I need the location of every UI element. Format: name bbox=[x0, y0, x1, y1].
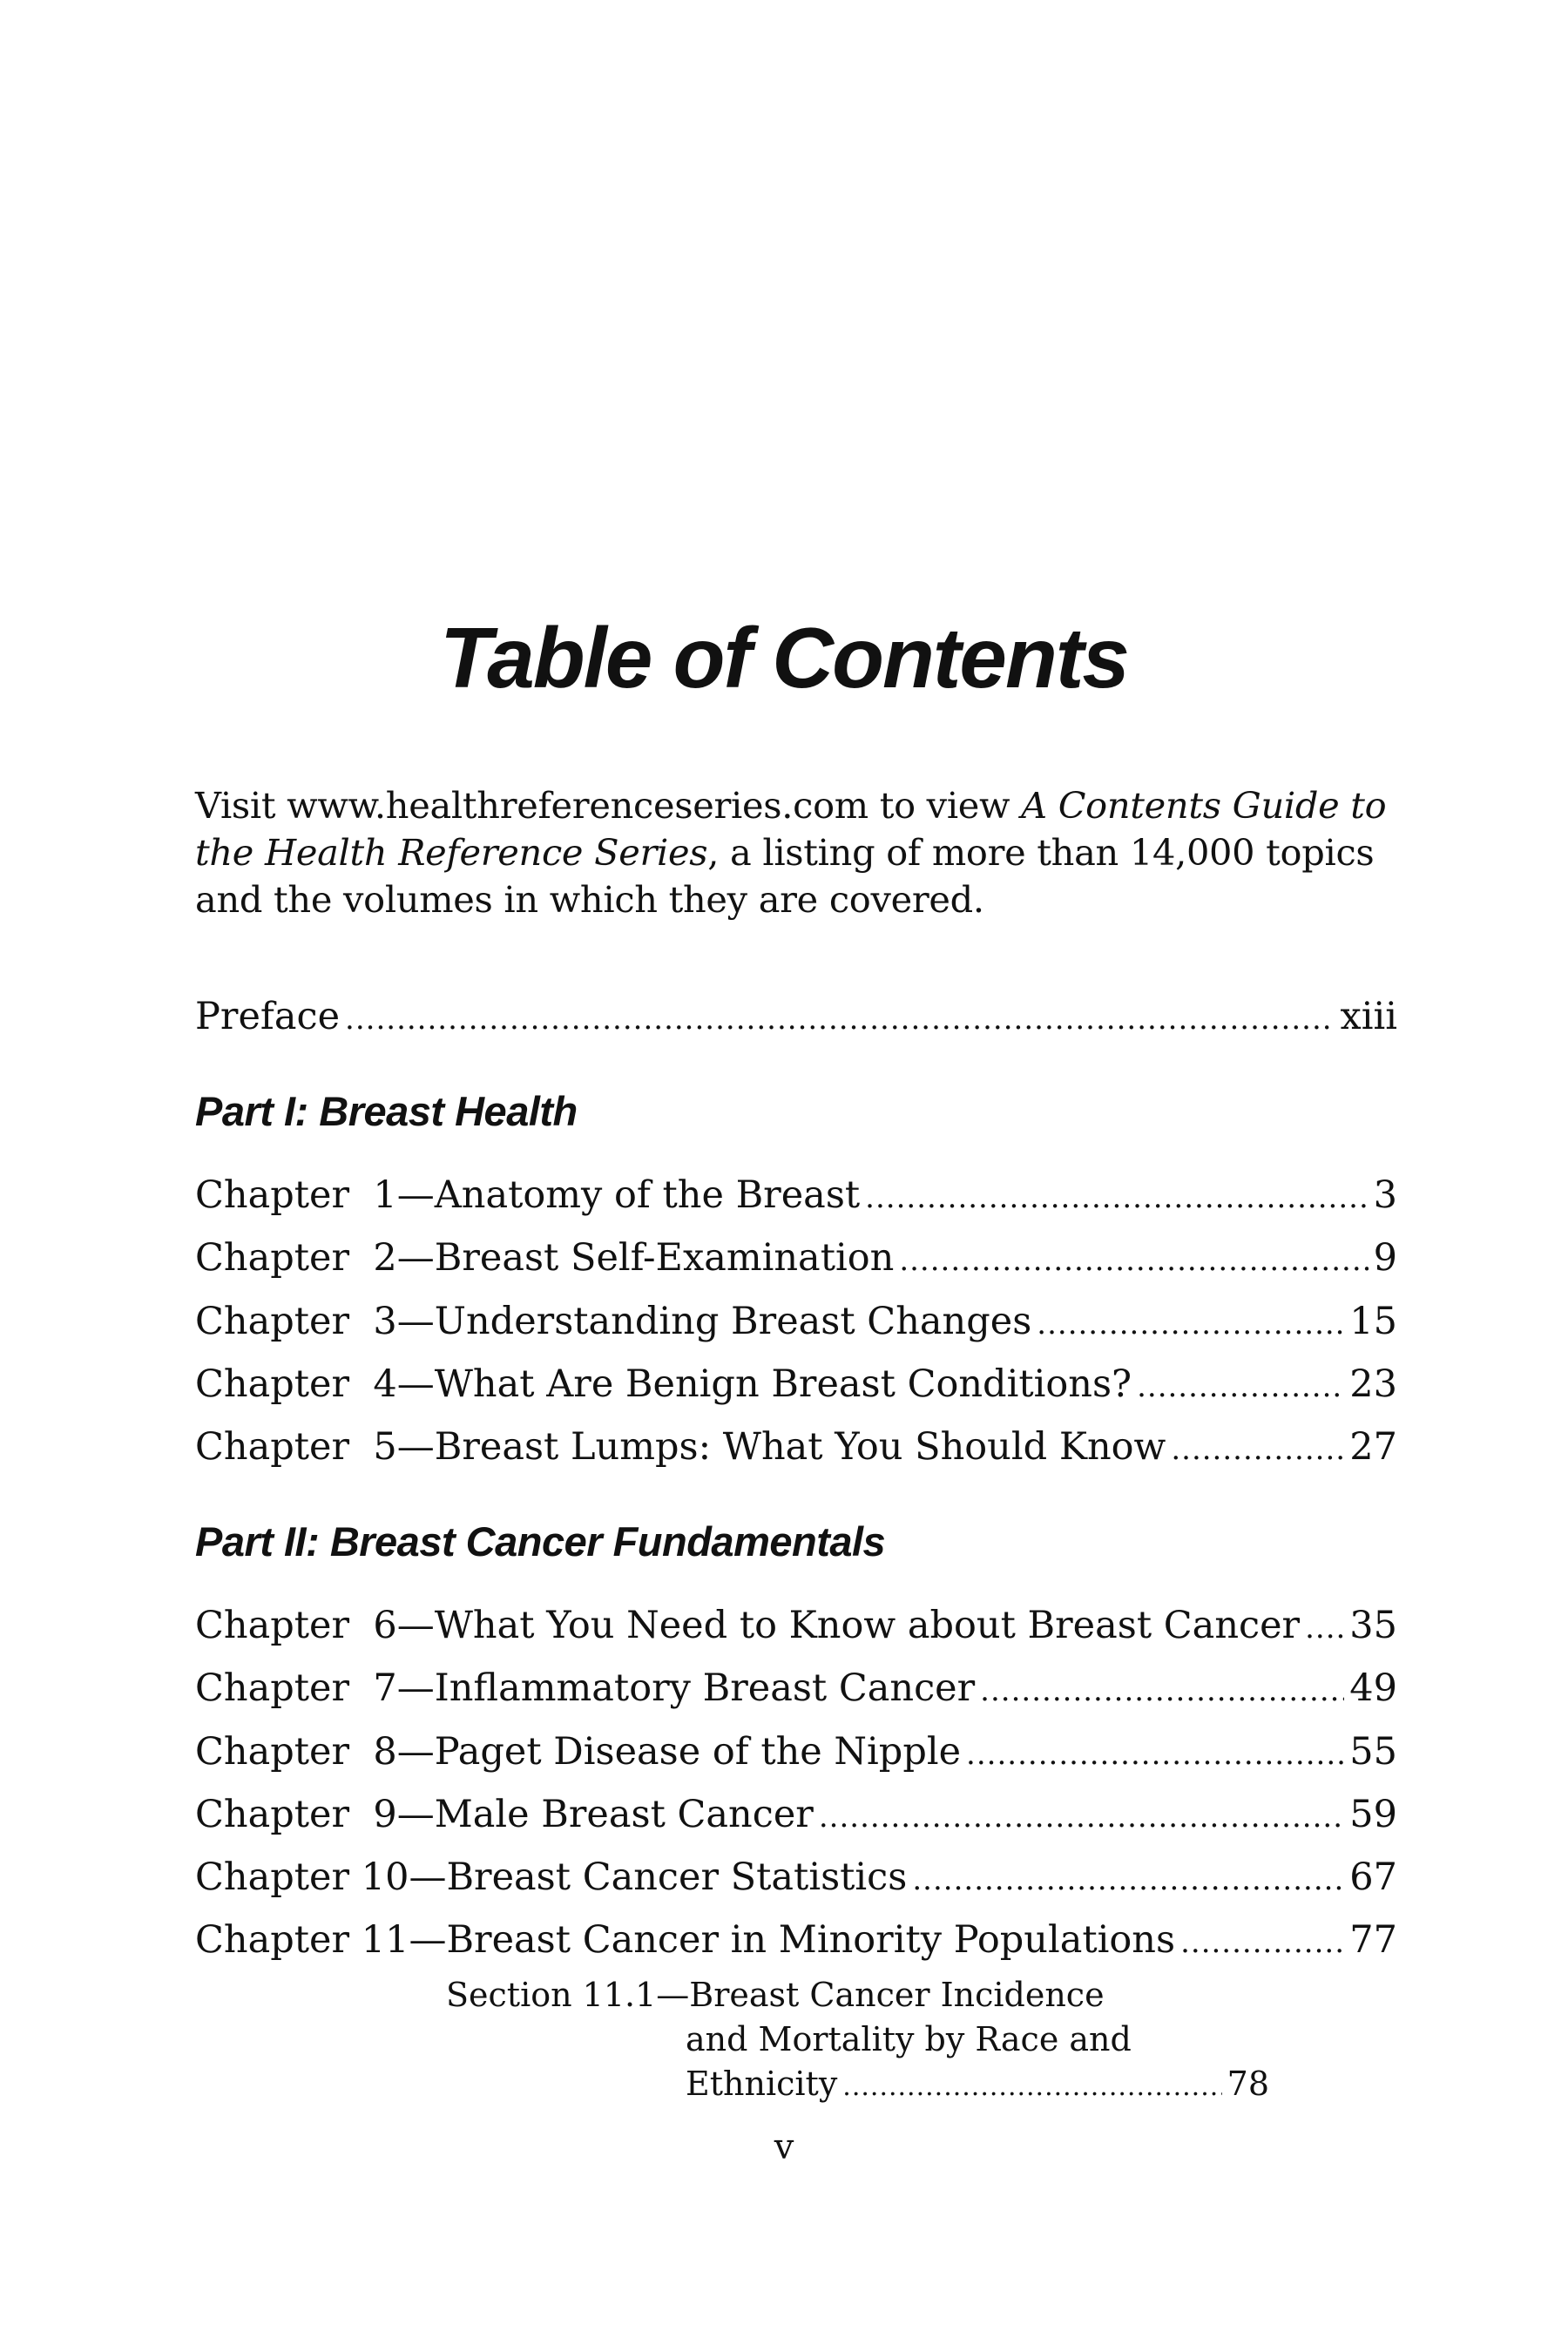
part-heading-2: Part II: Breast Cancer Fundamentals bbox=[195, 1518, 886, 1565]
chapter-title: Chapter 10—Breast Cancer Statistics bbox=[195, 1855, 908, 1899]
toc-entry-chapter-4[interactable] bbox=[195, 1358, 1397, 1410]
chapter-page: 55 bbox=[1349, 1730, 1397, 1774]
chapter-title: Chapter 7—Inflammatory Breast Cancer bbox=[195, 1666, 976, 1710]
preface-label: Preface bbox=[195, 995, 341, 1038]
dot-leader bbox=[899, 1234, 1368, 1287]
dot-leader bbox=[819, 1791, 1344, 1843]
dot-leader bbox=[1137, 1361, 1344, 1413]
dot-leader bbox=[865, 1172, 1368, 1224]
part-heading-1: Part I: Breast Health bbox=[195, 1088, 578, 1134]
page-number: v bbox=[774, 2127, 794, 2167]
toc-entry-section-11-1[interactable] bbox=[446, 1973, 1269, 2109]
chapter-title: Chapter 11—Breast Cancer in Minority Populations bbox=[195, 1918, 1176, 1962]
dot-leader bbox=[1305, 1602, 1344, 1654]
dot-leader bbox=[980, 1665, 1344, 1717]
intro-text-start: Visit www.healthreferenceseries.com to view bbox=[195, 784, 1022, 827]
toc-entry-preface[interactable] bbox=[195, 990, 1397, 1043]
toc-entry-chapter-3[interactable] bbox=[195, 1295, 1397, 1348]
toc-entry-chapter-5[interactable] bbox=[195, 1421, 1397, 1473]
toc-entry-chapter-11[interactable] bbox=[195, 1914, 1397, 1966]
section-page: 78 bbox=[1227, 2065, 1269, 2103]
toc-entry-chapter-6[interactable] bbox=[195, 1599, 1397, 1652]
chapter-title: Chapter 3—Understanding Breast Changes bbox=[195, 1300, 1032, 1343]
dot-leader bbox=[1180, 1916, 1344, 1969]
chapter-page: 27 bbox=[1349, 1425, 1397, 1469]
chapter-title: Chapter 1—Anatomy of the Breast bbox=[195, 1173, 861, 1217]
page-title: Table of Contents bbox=[440, 610, 1128, 706]
section-title-line-2: and Mortality by Race and bbox=[686, 2020, 1132, 2058]
chapter-title: Chapter 8—Paget Disease of the Nipple bbox=[195, 1730, 962, 1774]
chapter-title: Chapter 4—What Are Benign Breast Conditions? bbox=[195, 1362, 1132, 1406]
toc-entry-chapter-1[interactable] bbox=[195, 1169, 1397, 1221]
chapter-page: 59 bbox=[1349, 1793, 1397, 1836]
preface-page: xiii bbox=[1340, 995, 1397, 1038]
toc-entry-chapter-9[interactable] bbox=[195, 1788, 1397, 1841]
dot-leader bbox=[842, 2065, 1221, 2109]
chapter-title: Chapter 2—Breast Self-Examination bbox=[195, 1236, 895, 1280]
chapter-title: Chapter 6—What You Need to Know about Breast Cancer bbox=[195, 1604, 1301, 1647]
section-title-part-1: —Breast Cancer Incidence bbox=[656, 1976, 1105, 2014]
intro-paragraph bbox=[195, 782, 1397, 923]
section-title-part-3: Ethnicity bbox=[686, 2065, 838, 2103]
dot-leader bbox=[1171, 1423, 1344, 1476]
dot-leader bbox=[1037, 1298, 1344, 1350]
chapter-page: 77 bbox=[1349, 1918, 1397, 1962]
dot-leader bbox=[912, 1854, 1344, 1906]
dot-leader bbox=[345, 993, 1335, 1045]
chapter-page: 15 bbox=[1349, 1300, 1397, 1343]
chapter-page: 49 bbox=[1349, 1666, 1397, 1710]
intro-guide-title: A Contents Guide to the Health Reference Series bbox=[195, 784, 1387, 874]
toc-entry-chapter-10[interactable] bbox=[195, 1851, 1397, 1903]
section-title-line-1 bbox=[446, 1973, 1269, 2017]
chapter-title: Chapter 9—Male Breast Cancer bbox=[195, 1793, 814, 1836]
toc-entry-chapter-8[interactable] bbox=[195, 1726, 1397, 1778]
chapter-page: 35 bbox=[1349, 1604, 1397, 1647]
section-label: Section 11.1 bbox=[446, 1976, 657, 2014]
section-title-line-3 bbox=[686, 2062, 1269, 2109]
intro-text-end: , a listing of more than 14,000 topics and the volumes in which they are covered. bbox=[195, 831, 1375, 921]
chapter-page: 3 bbox=[1373, 1173, 1397, 1217]
dot-leader bbox=[966, 1728, 1344, 1781]
toc-entry-chapter-2[interactable] bbox=[195, 1232, 1397, 1284]
chapter-page: 9 bbox=[1373, 1236, 1397, 1280]
chapter-page: 67 bbox=[1349, 1855, 1397, 1899]
chapter-page: 23 bbox=[1349, 1362, 1397, 1406]
chapter-title: Chapter 5—Breast Lumps: What You Should Know bbox=[195, 1425, 1166, 1469]
toc-entry-chapter-7[interactable] bbox=[195, 1662, 1397, 1714]
